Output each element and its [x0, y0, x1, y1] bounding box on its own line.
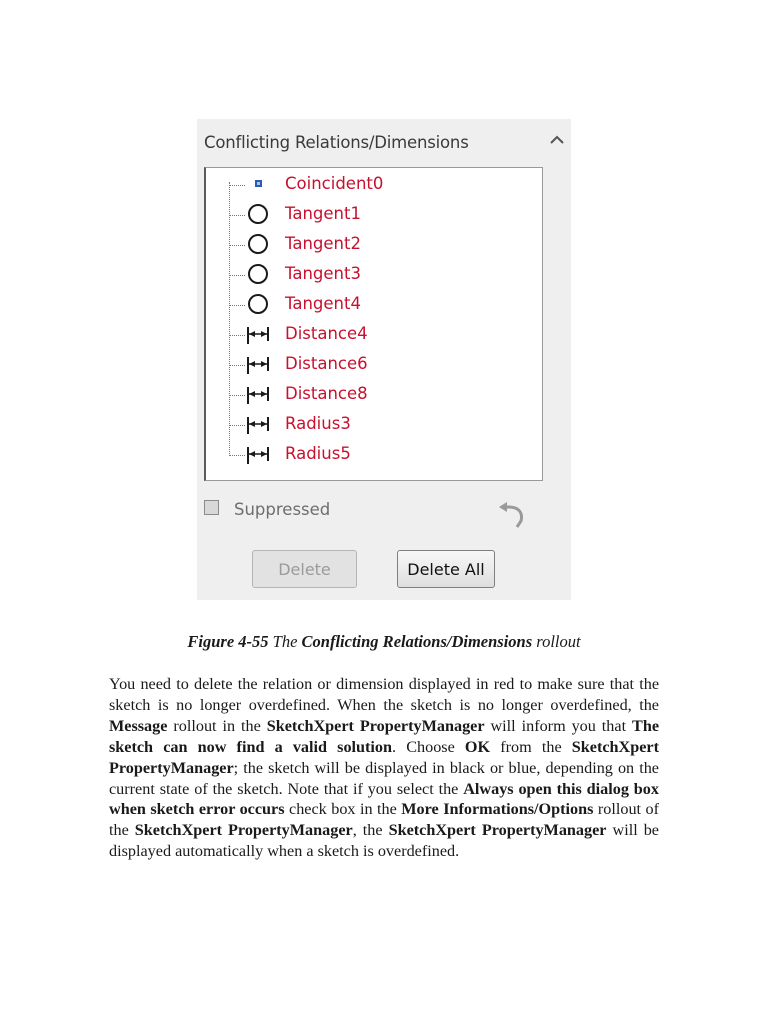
- list-item[interactable]: [206, 200, 536, 228]
- text-run: rollout of the: [109, 800, 659, 840]
- suppressed-label: Suppressed: [234, 500, 331, 519]
- list-item[interactable]: [206, 290, 536, 318]
- tree-branch: [229, 245, 245, 246]
- delete-button[interactable]: Delete: [252, 550, 357, 588]
- bold-term: SketchXpert PropertyManager: [388, 821, 607, 840]
- tree-branch: [229, 395, 245, 396]
- text-run: rollout in the: [167, 716, 267, 735]
- dimension-icon: [245, 383, 271, 405]
- body-paragraph: [109, 674, 659, 862]
- relation-label: Tangent1: [285, 204, 361, 223]
- caption-bold: Conflicting Relations/Dimensions: [301, 632, 533, 651]
- tree-branch: [229, 365, 245, 366]
- relation-label: Tangent3: [285, 264, 361, 283]
- list-item[interactable]: [206, 320, 536, 348]
- text-run: from the: [490, 737, 572, 756]
- list-item[interactable]: [206, 260, 536, 288]
- bold-term: More Informations/Options: [401, 800, 594, 819]
- delete-all-button[interactable]: Delete All: [397, 550, 495, 588]
- dimension-icon: [245, 323, 271, 345]
- list-item[interactable]: [206, 410, 536, 438]
- tree-branch: [229, 305, 245, 306]
- bold-term: OK: [464, 737, 491, 756]
- tree-branch: [229, 215, 245, 216]
- rollout-title: Conflicting Relations/Dimensions: [204, 133, 469, 152]
- relation-label: Tangent2: [285, 234, 361, 253]
- caption-text-post: rollout: [532, 632, 581, 651]
- caption-text-pre: The: [268, 632, 302, 651]
- list-item[interactable]: [206, 440, 536, 468]
- tree-branch: [229, 275, 245, 276]
- tree-branch: [229, 185, 245, 186]
- text-run: ; the sketch will be displayed in black or blue, depending on the current state of the sketch. Note that if you select the: [109, 758, 659, 798]
- undo-icon[interactable]: [495, 499, 529, 531]
- relations-list[interactable]: [204, 167, 543, 481]
- tangent-icon: [245, 233, 271, 255]
- tangent-icon: [245, 293, 271, 315]
- figure-number: Figure 4-55: [187, 632, 269, 651]
- bold-term: Always open this dialog box when sketch error occurs: [109, 779, 659, 819]
- tree-branch: [229, 425, 245, 426]
- relation-label: Distance6: [285, 354, 368, 373]
- tree-branch: [229, 335, 245, 336]
- relation-label: Distance4: [285, 324, 368, 343]
- list-item[interactable]: [206, 380, 536, 408]
- bold-term: SketchXpert PropertyManager: [134, 821, 353, 840]
- conflicting-relations-rollout: [197, 119, 571, 600]
- relation-label: Tangent4: [285, 294, 361, 313]
- dimension-icon: [245, 353, 271, 375]
- list-item[interactable]: [206, 230, 536, 258]
- text-run: . Choose: [392, 737, 465, 756]
- text-run: You need to delete the relation or dimension displayed in red to make sure that the sketch is no longer overdefined. When the sketch is no longer overdefined, the: [109, 675, 659, 714]
- text-run: will inform you that: [484, 716, 633, 735]
- bold-term: The sketch can now find a valid solution: [109, 716, 660, 756]
- dimension-icon: [245, 413, 271, 435]
- text-run: , the: [352, 821, 389, 840]
- relation-label: Radius3: [285, 414, 351, 433]
- bold-term: SketchXpert PropertyManager: [109, 737, 660, 777]
- list-item[interactable]: [206, 170, 536, 198]
- coincident-icon: [245, 173, 271, 195]
- relation-label: Radius5: [285, 444, 351, 463]
- list-item[interactable]: [206, 350, 536, 378]
- text-run: check box in the: [284, 800, 402, 819]
- bold-term: Message: [109, 716, 168, 735]
- bold-term: SketchXpert PropertyManager: [266, 716, 485, 735]
- figure-caption: [0, 632, 768, 652]
- text-run: will be displayed automatically when a sketch is overdefined.: [109, 821, 659, 861]
- chevron-up-icon[interactable]: [548, 133, 566, 147]
- suppressed-checkbox[interactable]: [204, 500, 219, 515]
- relation-label: Coincident0: [285, 174, 384, 193]
- dimension-icon: [245, 443, 271, 465]
- relation-label: Distance8: [285, 384, 368, 403]
- tangent-icon: [245, 203, 271, 225]
- tree-branch: [229, 455, 245, 456]
- tangent-icon: [245, 263, 271, 285]
